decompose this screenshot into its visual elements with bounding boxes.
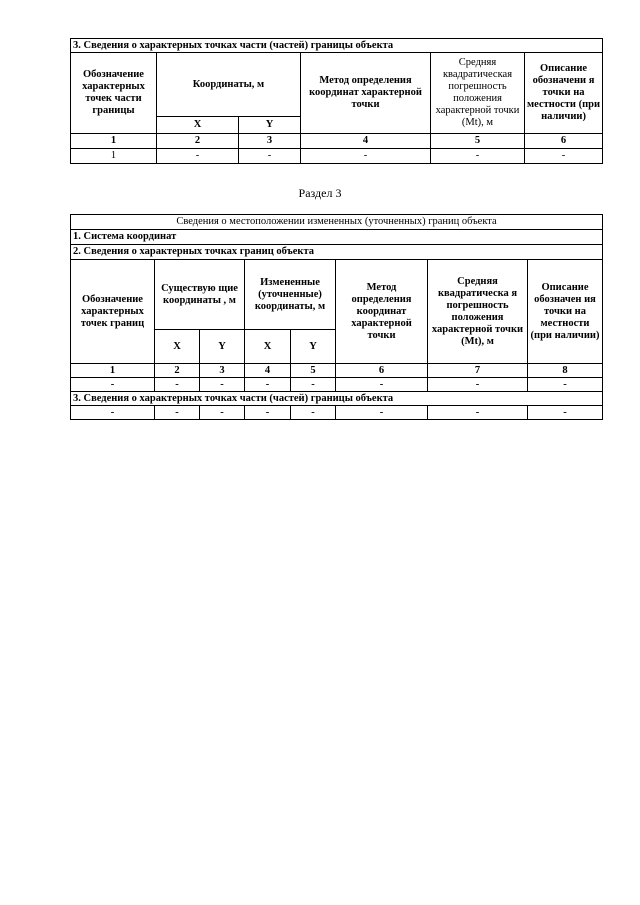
table1-section-title: 3. Сведения о характерных точках части (частей) границы объекта [71,39,603,53]
table2-col-description: Описание обозначен ия точки на местности (при наличии) [528,260,603,364]
table2-item-boundary-points: 2. Сведения о характерных точках границ объекта [71,245,603,260]
table2-data-cell: - [291,378,336,392]
table1-number-cell: 5 [431,134,525,149]
table2-title: Сведения о местоположении измененных (уточненных) границ объекта [71,215,603,230]
table2-col-designation: Обозначение характерных точек границ [71,260,155,364]
table2-number-cell: 8 [528,364,603,378]
table1-col-designation: Обозначение характерных точек части границы [71,53,157,134]
table2-data-cell: - [528,378,603,392]
table2-col-y-existing: Y [200,330,245,364]
table2-item-parts-points: 3. Сведения о характерных точках части (частей) границы объекта [71,392,603,406]
table1-col-description: Описание обозначени я точки на местности (при наличии) [525,53,603,134]
table2-parts-data-cell: - [428,406,528,420]
table2-data-cell: - [428,378,528,392]
table1-number-cell: 4 [301,134,431,149]
table1-col-coords: Координаты, м [157,53,301,117]
table2-number-cell: 6 [336,364,428,378]
table2-parts-data-cell: - [200,406,245,420]
table2-number-cell: 3 [200,364,245,378]
table2-parts-data-cell: - [528,406,603,420]
table2-number-cell: 7 [428,364,528,378]
table2-number-cell: 1 [71,364,155,378]
table2-col-existing: Существую щие координаты , м [155,260,245,330]
table2-col-method: Метод определения координат характерной точки [336,260,428,364]
table2-data-cell: - [245,378,291,392]
changed-boundaries-table [70,214,603,420]
table1-col-y: Y [239,117,301,134]
table2-col-changed: Измененные (уточненные) координаты, м [245,260,336,330]
table2-data-cell: - [200,378,245,392]
table2-parts-data-cell: - [155,406,200,420]
table1-data-cell: - [525,149,603,164]
table1-number-cell: 3 [239,134,301,149]
table1-col-x: X [157,117,239,134]
table2-data-cell: - [71,378,155,392]
table2-data-cell: - [336,378,428,392]
table2-parts-data-cell: - [291,406,336,420]
table2-col-y-changed: Y [291,330,336,364]
table2-col-x-changed: X [245,330,291,364]
table2-data-cell: - [155,378,200,392]
table1-number-cell: 2 [157,134,239,149]
table2-number-cell: 5 [291,364,336,378]
table1-col-method: Метод определения координат характерной точки [301,53,431,134]
table1-data-cell: 1 [71,149,157,164]
table2-parts-data-cell: - [336,406,428,420]
table2-parts-data-cell: - [71,406,155,420]
table2-parts-data-cell: - [245,406,291,420]
table1-data-cell: - [157,149,239,164]
table2-number-cell: 4 [245,364,291,378]
table1-data-cell: - [431,149,525,164]
table1-number-cell: 6 [525,134,603,149]
parts-boundary-table [70,38,603,164]
table1-data-cell: - [239,149,301,164]
table2-item-coord-system: 1. Система координат [71,230,603,245]
table2-col-x-existing: X [155,330,200,364]
table1-col-accuracy: Средняя квадратическая погрешность положения характерной точки (Mt), м [431,53,525,134]
section-heading: Раздел 3 [298,186,342,200]
table1-data-cell: - [301,149,431,164]
table1-number-cell: 1 [71,134,157,149]
table2-number-cell: 2 [155,364,200,378]
table2-col-accuracy: Средняя квадратическа я погрешность положения характерной точки (Mt), м [428,260,528,364]
